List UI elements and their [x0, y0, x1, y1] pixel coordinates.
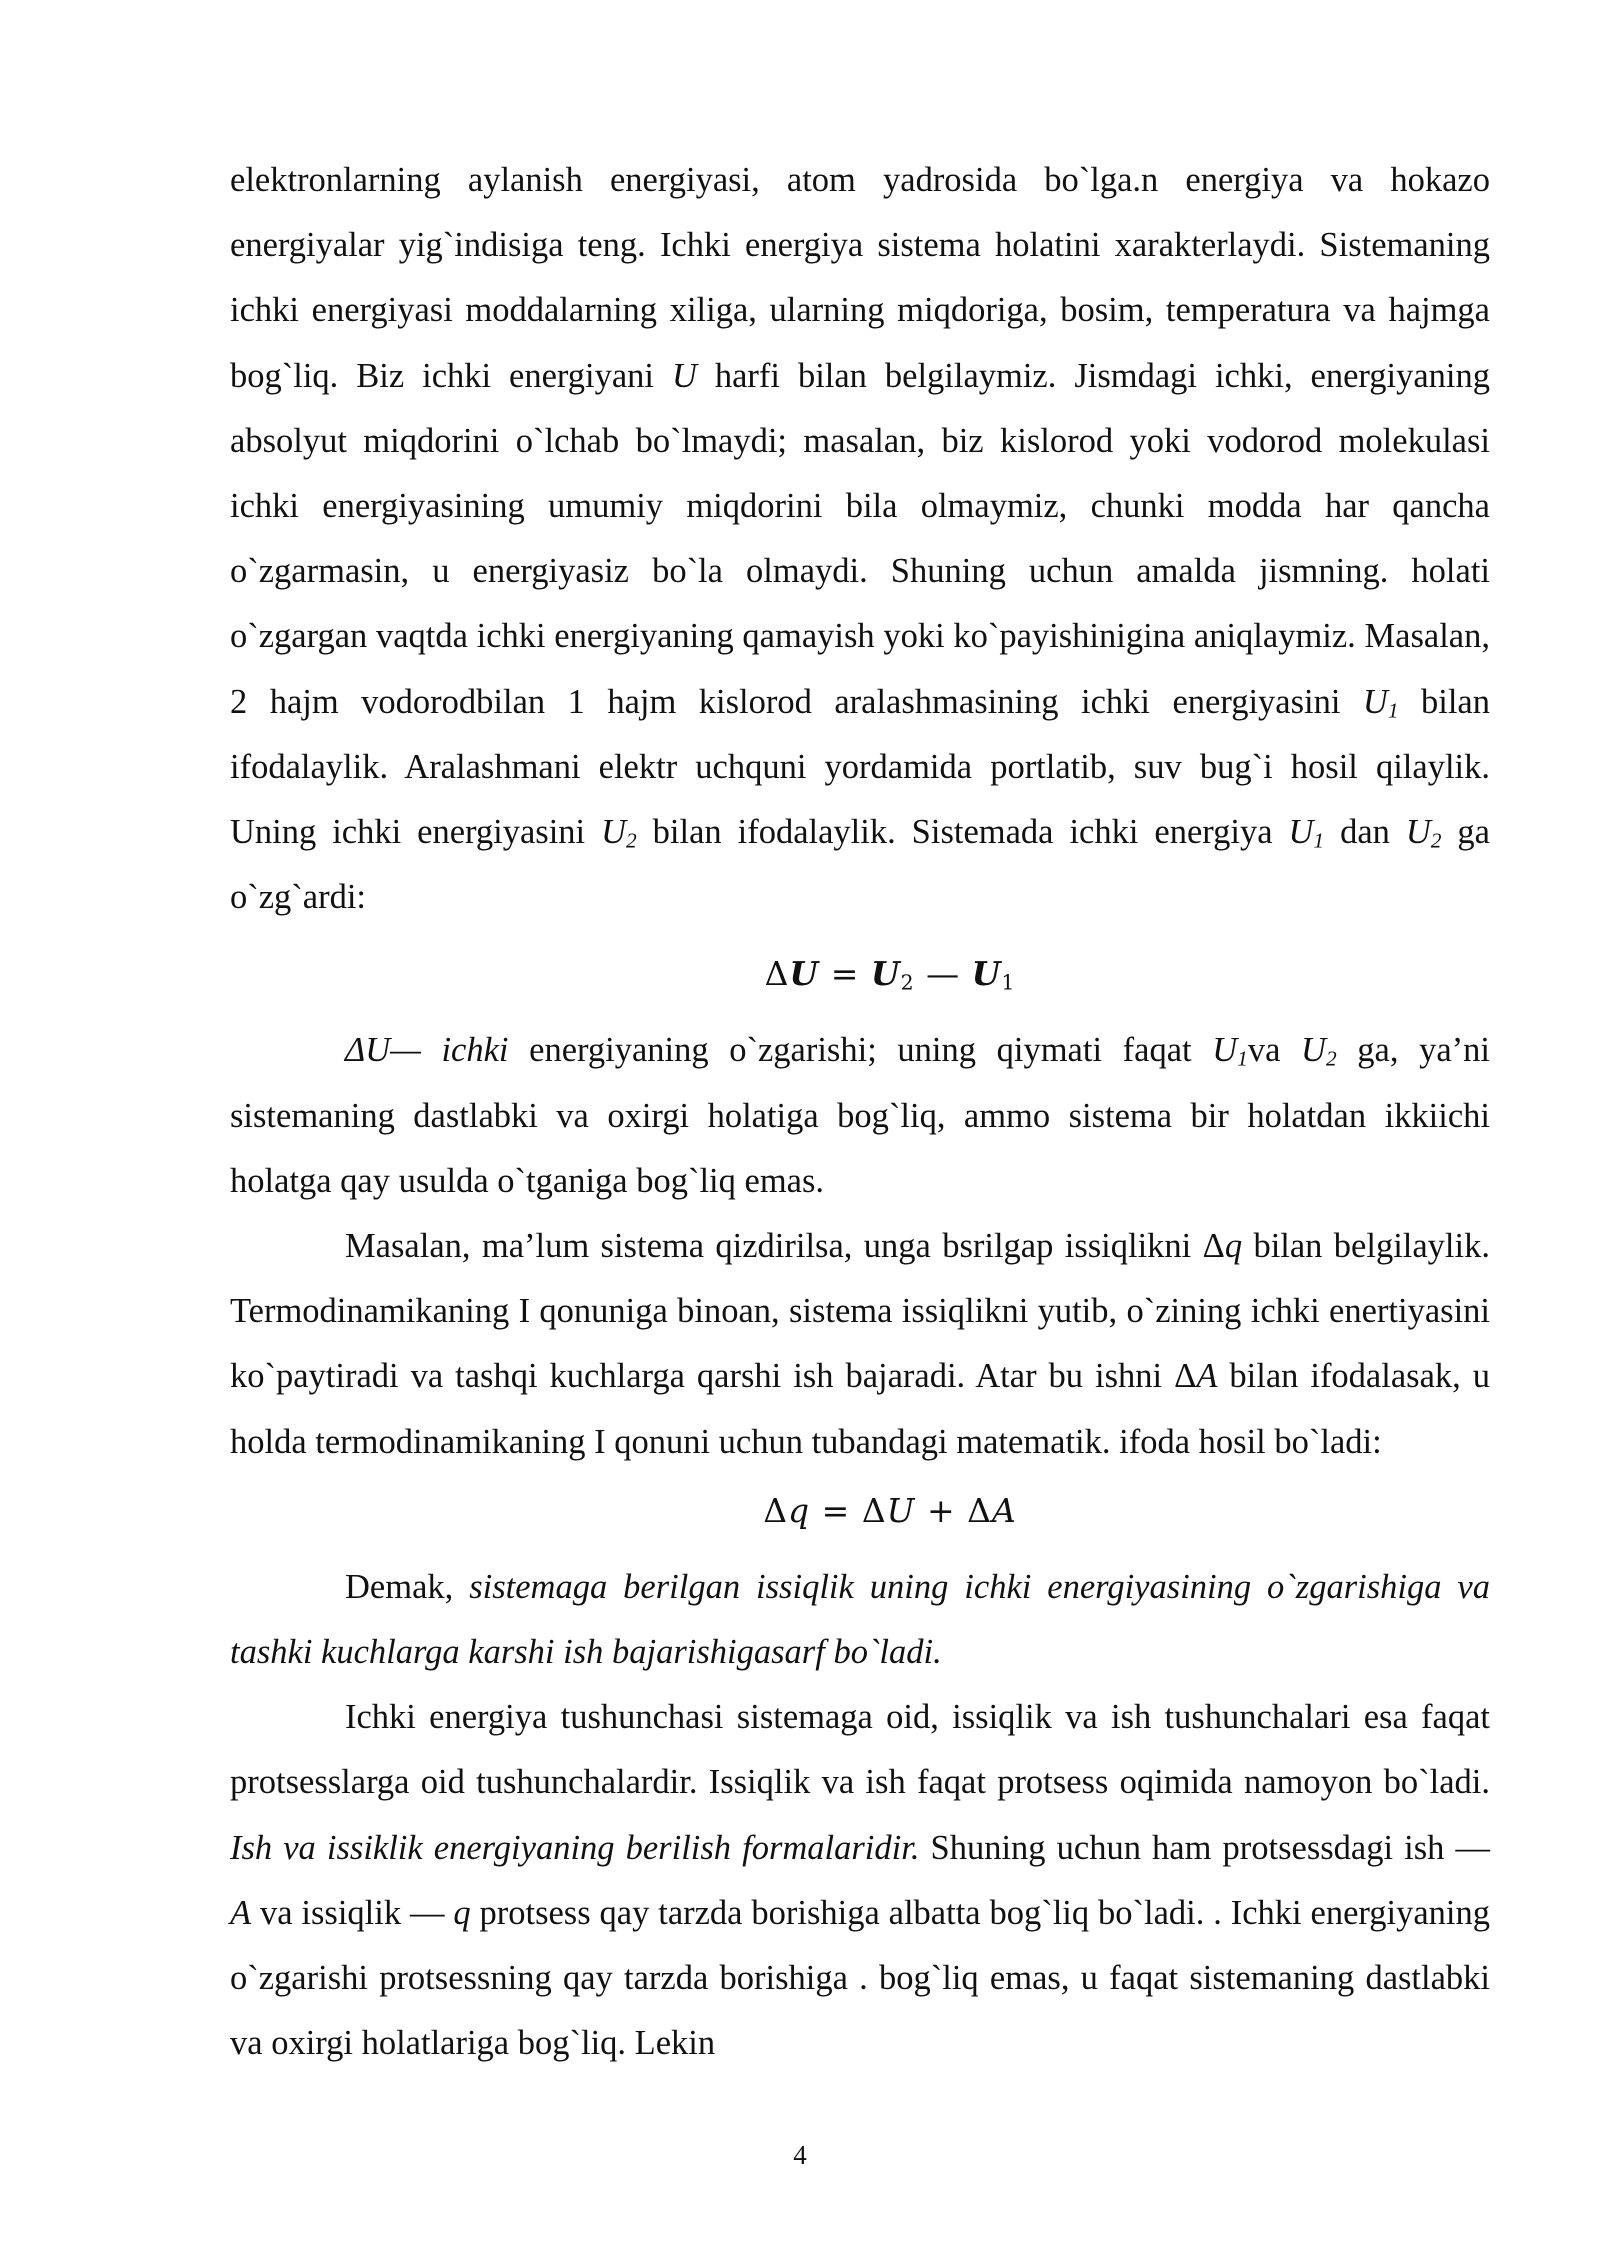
- page-number: 4: [793, 2140, 807, 2170]
- paragraph-5: Ichki energiya tushunchasi sistemaga oid, issiqlik va ish tushunchalari esa faqat protsesslarga oid tushunchalardir. Issiqlik va ish faqat protsess oqimida namoyon bo`ladi. Ish va issiklik energiyaning berilish formalaridir. Shuning uchun ham protsessdagi ish — A va issiqlik — q protsess qay tarzda borishiga albatta bog`liq bo`ladi. . Ichki energiyaning o`zgarishi protsessning qay tarzda borishiga . bog`liq emas, u faqat sistemaning dastlabki va oxirgi holatlariga bog`liq. Lekin: [230, 1698, 1490, 2063]
- equation-first-law: Δq = ΔU + ΔA: [763, 1490, 1017, 1530]
- paragraph-3: Masalan, ma’lum sistema qizdirilsa, unga bsrilgap issiqlikni Δq bilan belgilaylik. Termodinamikaning I qonuniga binoan, sistema issiqlikni yutib, o`zining ichki enertiyasini ko`paytiradi va tashqi kuchlarga qarshi ish bajaradi. Atar bu ishni ΔA bilan ifodalasak, u holda termodinamikaning I qonuni uchun tubandagi matematik. ifoda hosil bo`ladi:: [230, 1227, 1490, 1461]
- paragraph-2: ΔU— ichki energiyaning o`zgarishi; uning qiymati faqat $U_1va$ $U_2$ ga, ya’ni sistemaning dastlabki va oxirgi holatiga bog`liq, ammo sistema bir holatdan ikkiichi holatga qay usulda o`tganiga bog`liq emas.: [230, 1031, 1490, 1200]
- paragraph-4: Demak, sistemaga berilgan issiqlik uning ichki energiyasining o`zgarishiga va tashki kuchlarga karshi ish bajarishigasarf bo`ladi.: [230, 1567, 1490, 1672]
- equation-internal-energy-change: $\Delta U = U_2$ — $U_1$: [764, 954, 1016, 995]
- page-content: [230, 148, 1490, 2076]
- paragraph-1: elektronlarning aylanish energiyasi, atom yadrosida bo`lga.n energiya va hokazo energiyalar yig`indisiga teng. Ichki energiya sistema holatini xarakterlaydi. Sistemaning ichki energiyasi moddalarning xiliga, ularning miqdoriga, bosim, temperatura va hajmga bog`liq. Biz ichki energiyani U harfi bilan belgilaymiz. Jismdagi ichki, energiyaning absolyut miqdorini o`lchab bo`lmaydi; masalan, biz kislorod yoki vodorod molekulasi ichki energiyasining umumiy miqdorini bila olmaymiz, chunki modda har qancha o`zgarmasin, u energiyasiz bo`la olmaydi. Shuning uchun amalda jismning. holati o`zgargan vaqtda ichki energiyaning qamayish yoki ko`payishinigina aniqlaymiz. Masalan, 2 hajm vodorodbilan 1 hajm kislorod aralashmasining ichki energiyasini $U_1$ bilan ifodalaylik. Aralashmani elektr uchquni yordamida portlatib, suv bug`i hosil qilaylik. Uning ichki energiyasini $U_2$ bilan ifodalaylik. Sistemada ichki energiya $U_1$ dan $U_2$ ga o`zg`ardi:: [230, 161, 1490, 917]
